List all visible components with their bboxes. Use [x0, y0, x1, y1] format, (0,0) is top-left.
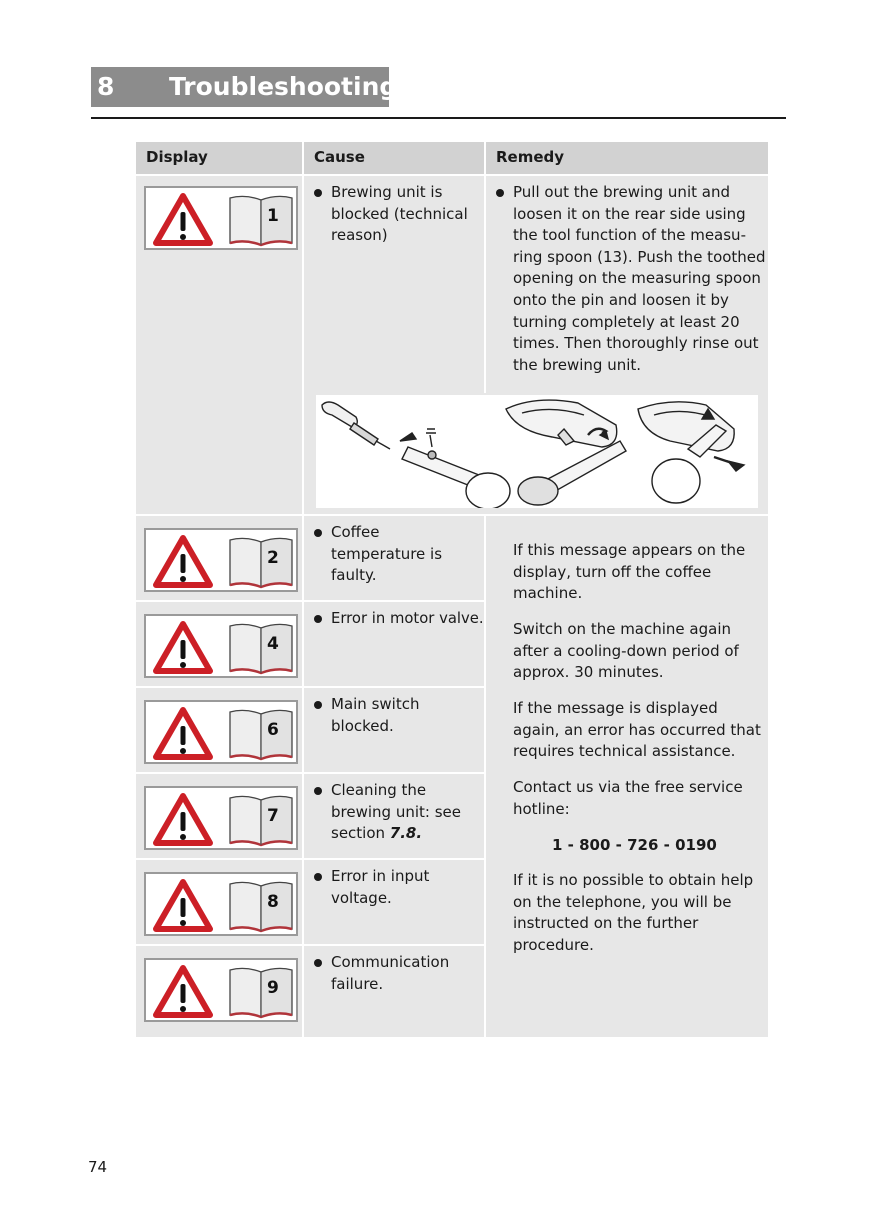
- error-display-1: [144, 186, 298, 250]
- spoon-tool-illustration: [316, 395, 758, 508]
- cause-cell-4: [304, 602, 484, 686]
- display-cell-9: [136, 946, 302, 1037]
- bullet-icon: [314, 873, 322, 881]
- brewing-unit-illustration: [316, 395, 758, 508]
- cause-item-2: [314, 522, 478, 587]
- cause-cell-7: [304, 774, 484, 858]
- bullet-icon: [314, 615, 322, 623]
- error-display-9: [144, 958, 298, 1022]
- header-display: [136, 142, 302, 174]
- bullet-icon: [496, 189, 504, 197]
- cause-cell-9: [304, 946, 484, 1037]
- display-cell-7: [136, 774, 302, 858]
- cause-text-2: Coffee temperature is faulty.: [331, 523, 443, 585]
- remedy-paragraph-2: Switch on the machine again after a cooling-down period of approx. 30 minutes.: [513, 620, 739, 682]
- remedy-paragraph-4: Contact us via the free service hotline:: [513, 778, 743, 818]
- error-code-8: 8: [267, 892, 279, 912]
- remedy-paragraph-3: If the message is displayed again, an error has occurred that requires technical assistance.: [513, 699, 761, 761]
- error-code-4: 4: [267, 634, 279, 654]
- heading-rule: [91, 117, 786, 119]
- header-display-label: Display: [146, 148, 208, 166]
- display-cell-6: [136, 688, 302, 772]
- header-cause: [304, 142, 484, 174]
- error-display-2: [144, 528, 298, 592]
- cause-text-6: Main switch blocked.: [331, 695, 420, 735]
- cause-item-7: [314, 780, 474, 845]
- cause-cell-1: [304, 176, 484, 393]
- cause-cell-2: [304, 516, 484, 600]
- header-remedy-label: Remedy: [496, 148, 565, 166]
- service-hotline-number: 1 - 800 - 726 - 0190: [552, 836, 717, 854]
- bullet-icon: [314, 529, 322, 537]
- cause-cell-6: [304, 688, 484, 772]
- cause-text-7: [331, 780, 474, 845]
- cause-text-4: Error in motor valve.: [331, 610, 484, 627]
- error-code-9: 9: [267, 978, 279, 998]
- error-code-1: 1: [267, 206, 279, 226]
- error-code-7: 7: [267, 806, 279, 826]
- chapter-heading: [91, 67, 398, 107]
- error-code-6: 6: [267, 720, 279, 740]
- remedy-item-1: [496, 182, 766, 376]
- cause-text-9: Communication failure.: [331, 953, 450, 993]
- cause-text-7-main: Cleaning the brewing unit: see section: [331, 781, 461, 843]
- error-display-8: [144, 872, 298, 936]
- bullet-icon: [314, 787, 322, 795]
- display-cell-8: [136, 860, 302, 944]
- cause-item-9: [314, 952, 464, 995]
- bullet-icon: [314, 189, 322, 197]
- chapter-number: 8: [97, 72, 115, 101]
- cause-cell-8: [304, 860, 484, 944]
- error-display-6: [144, 700, 298, 764]
- remedy-paragraph-5: If it is no possible to obtain help on the telephone, you will be instructed on the further procedure.: [513, 871, 754, 954]
- cause-item-8: [314, 866, 444, 909]
- display-cell-1: [136, 176, 302, 514]
- remedy-text-1: Pull out the brewing unit and loosen it on the rear side using the tool function of the measu-ring spoon (13). Push the toothed opening on the measuring spoon onto the pin and loosen it by turning completely at least 20 times. Then thoroughly rinse out the brewing unit.: [513, 183, 766, 374]
- remedy-paragraph-1: If this message appears on the display, turn off the coffee machine.: [513, 541, 746, 603]
- display-cell-4: [136, 602, 302, 686]
- cause-text-1: Brewing unit is blocked (technical reason): [331, 183, 468, 245]
- remedy-cell-general: [486, 516, 768, 1037]
- remedy-cell-1: [486, 176, 768, 393]
- header-remedy: [486, 142, 768, 174]
- error-display-7: [144, 786, 298, 850]
- error-code-2: 2: [267, 548, 279, 568]
- cause-item-6: [314, 694, 444, 737]
- bullet-icon: [314, 959, 322, 967]
- cause-item-4: [314, 608, 489, 630]
- cause-item-1: [314, 182, 478, 247]
- error-display-4: [144, 614, 298, 678]
- chapter-title: Troubleshooting: [169, 72, 398, 101]
- section-reference: 7.8.: [389, 824, 423, 843]
- page-number: 74: [88, 1158, 108, 1176]
- display-cell-2: [136, 516, 302, 600]
- header-cause-label: Cause: [314, 148, 365, 166]
- bullet-icon: [314, 701, 322, 709]
- cause-text-8: Error in input voltage.: [331, 867, 430, 907]
